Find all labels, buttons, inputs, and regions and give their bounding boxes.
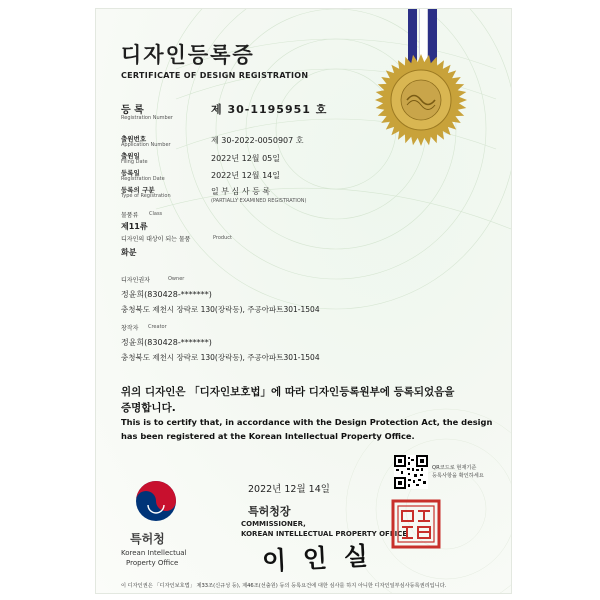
registration-label: 등 록 [121,105,144,116]
owner-sublabel: Owner [168,276,185,282]
signature: 이 인 실 [261,541,373,576]
filing-date-sublabel: Filing Date [121,159,148,165]
filing-date-label: 출원일 [121,152,140,160]
kipo-name-en-2: Property Office [126,559,179,567]
kipo-name-ko: 특허청 [130,532,165,546]
certification-text-ko-2: 증명합니다. [121,402,176,414]
registration-type-sublabel: Type of Registration [121,193,171,199]
application-number: 제 30-2022-0050907 호 [211,136,304,145]
class-sublabel: Class [149,211,163,217]
filing-date: 2022년 12월 05일 [211,154,280,163]
registration-date: 2022년 12월 14일 [211,171,280,180]
gold-seal-icon [374,53,468,147]
certification-text-en-1: This is to certify that, in accordance with the Design Protection Act, the design [121,417,493,427]
qr-code-icon [394,455,428,489]
registration-date-label: 등록일 [121,169,140,177]
product-value: 화분 [121,248,137,257]
creator-label: 창작자 [121,325,139,332]
owner-label: 디자인권자 [121,277,150,284]
creator-sublabel: Creator [148,324,167,330]
application-number-label: 출원번호 [121,135,147,143]
registration-type-label: 등록의 구분 [121,186,155,194]
certification-text-ko-1: 위의 디자인은 「디자인보호법」에 따라 디자인등록원부에 등록되었음을 [121,386,455,398]
kipo-logo-icon [132,477,180,525]
creator-name: 정윤희(830428-*******) [121,338,212,347]
qr-note-2: 등록사항을 확인하세요 [432,473,484,479]
issuer-title-en-2: KOREAN INTELLECTUAL PROPERTY OFFICE [241,530,408,538]
registration-date-sublabel: Registration Date [121,176,165,182]
class-value: 제11류 [121,222,148,231]
product-label: 디자인의 대상이 되는 물품 [121,236,191,243]
registration-sublabel: Registration Number [121,115,173,121]
kipo-name-en-1: Korean Intellectual [121,549,187,557]
registration-type-en: (PARTIALLY EXAMINED REGISTRATION) [211,198,307,204]
owner-name: 정윤희(830428-*******) [121,290,212,299]
certificate-sheet [95,8,512,594]
certification-text-en-2: has been registered at the Korean Intellectual Property Office. [121,431,415,441]
application-number-sublabel: Application Number [121,142,171,148]
footer-note: 이 디자인권은 「디자인보호법」 제33조(신규성 등), 제46조(선출원) 등의 등록요건에 대한 심사를 하지 아니한 디자인일부심사등록권리입니다. [121,583,447,589]
qr-note-1: QR코드로 현재기준 [432,465,477,471]
issue-date: 2022년 12월 14일 [248,484,330,495]
official-stamp-icon [391,499,441,549]
certificate-title: 디자인등록증 [121,43,255,67]
product-sublabel: Product [213,235,232,241]
creator-address: 충청북도 제천시 장락로 130(장락동), 주공아파트301-1504 [121,353,320,362]
registration-type: 일 부 심 사 등 록 [211,187,271,196]
registration-number: 제 30-1195951 호 [211,103,328,116]
certificate-title-en: CERTIFICATE OF DESIGN REGISTRATION [121,71,309,80]
issuer-title-ko: 특허청장 [248,505,291,518]
owner-address: 충청북도 제천시 장락로 130(장락동), 주공아파트301-1504 [121,305,320,314]
class-label: 물품류 [121,212,139,219]
issuer-title-en-1: COMMISSIONER, [241,520,306,528]
